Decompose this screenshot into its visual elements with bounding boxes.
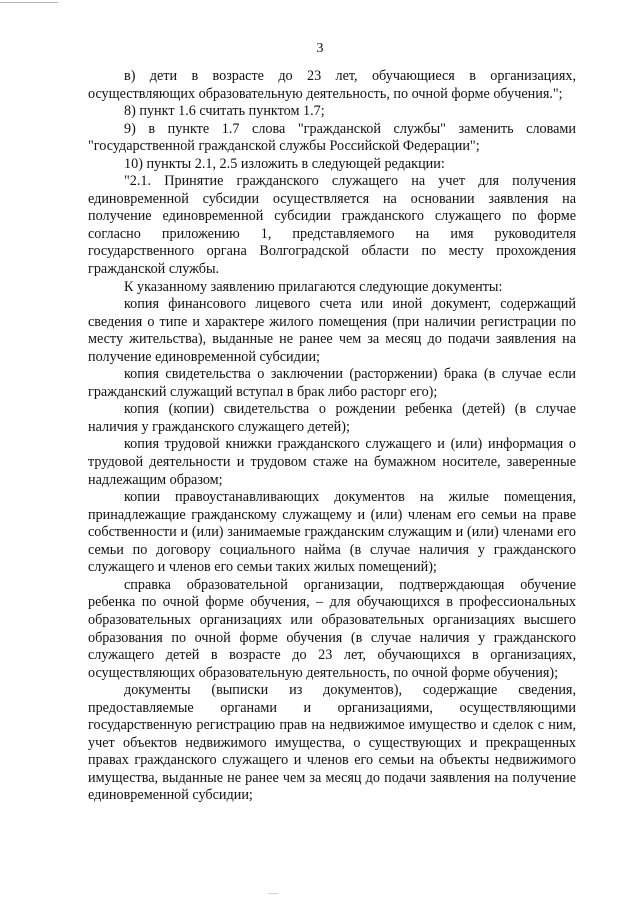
document-body [88,68,576,805]
scan-corner-mark [0,2,58,3]
paragraph: копия (копии) свидетельства о рождении ребенка (детей) (в случае наличия у гражданского служащего детей); [88,401,576,435]
paragraph: в) дети в возрасте до 23 лет, обучающиеся в организациях, осуществляющих образовательную деятельность, по очной форме обучения."; [88,68,576,102]
paragraph: копия финансового лицевого счета или иной документ, содержащий сведения о типе и характере жилого помещения (при наличии регистрации по месту жительства), выданные не ранее чем за месяц до подачи заявления на получение единовременной субсидии; [88,296,576,365]
paragraph: справка образовательной организации, подтверждающая обучение ребенка по очной форме обучения, – для обучающихся в профессиональных образовательных организациях или образовательных организациях высшего образования по очной форме обучения (в случае наличия у гражданского служащего детей в возрасте до 23 лет, обучающихся в организациях, осуществляющих образовательную деятельность, по очной форме обучения); [88,576,576,681]
paragraph: "2.1. Принятие гражданского служащего на учет для получения единовременной субсидии осуществляется на основании заявления на получение единовременной субсидии гражданского служащего по форме согласно приложению 1, представляемого на имя руководителя государственного органа Волгоградской области по месту прохождения гражданской службы. [88,173,576,278]
scan-bottom-mark [268,893,278,894]
paragraph: 9) в пункте 1.7 слова "гражданской службы" заменить словами "государственной гражданской службы Российской Федерации"; [88,120,576,155]
paragraph: 8) пункт 1.6 считать пунктом 1.7; [124,103,325,120]
paragraph: копия трудовой книжки гражданского служащего и (или) информация о трудовой деятельности и трудовом стаже на бумажном носителе, заверенные надлежащим образом; [88,436,576,488]
page-number: 3 [316,41,324,56]
paragraph: документы (выписки из документов), содержащие сведения, предоставляемые органами и организациями, осуществляющими государственную регистрацию прав на недвижимое имущество и сделок с ним, учет объектов недвижимого имущества, о существующих и прекращенных правах гражданского служащего и членов его семьи на объекты недвижимого имущества, выданные не ранее чем за месяц до подачи заявления на получение единовременной субсидии; [88,682,576,804]
paragraph: копии правоустанавливающих документов на жилые помещения, принадлежащие гражданскому служащему и (или) членам его семьи на праве собственности и (или) занимаемые гражданским служащим и (или) членами его семьи по договору социального найма (в случае наличия у гражданского служащего и членов его семьи таких жилых помещений); [88,489,576,576]
paragraph: 10) пункты 2.1, 2.5 изложить в следующей редакции: [124,155,445,172]
paragraph: К указанному заявлению прилагаются следующие документы: [124,278,503,295]
paragraph: копия свидетельства о заключении (расторжении) брака (в случае если гражданский служащий вступал в брак либо расторг его); [88,366,576,400]
